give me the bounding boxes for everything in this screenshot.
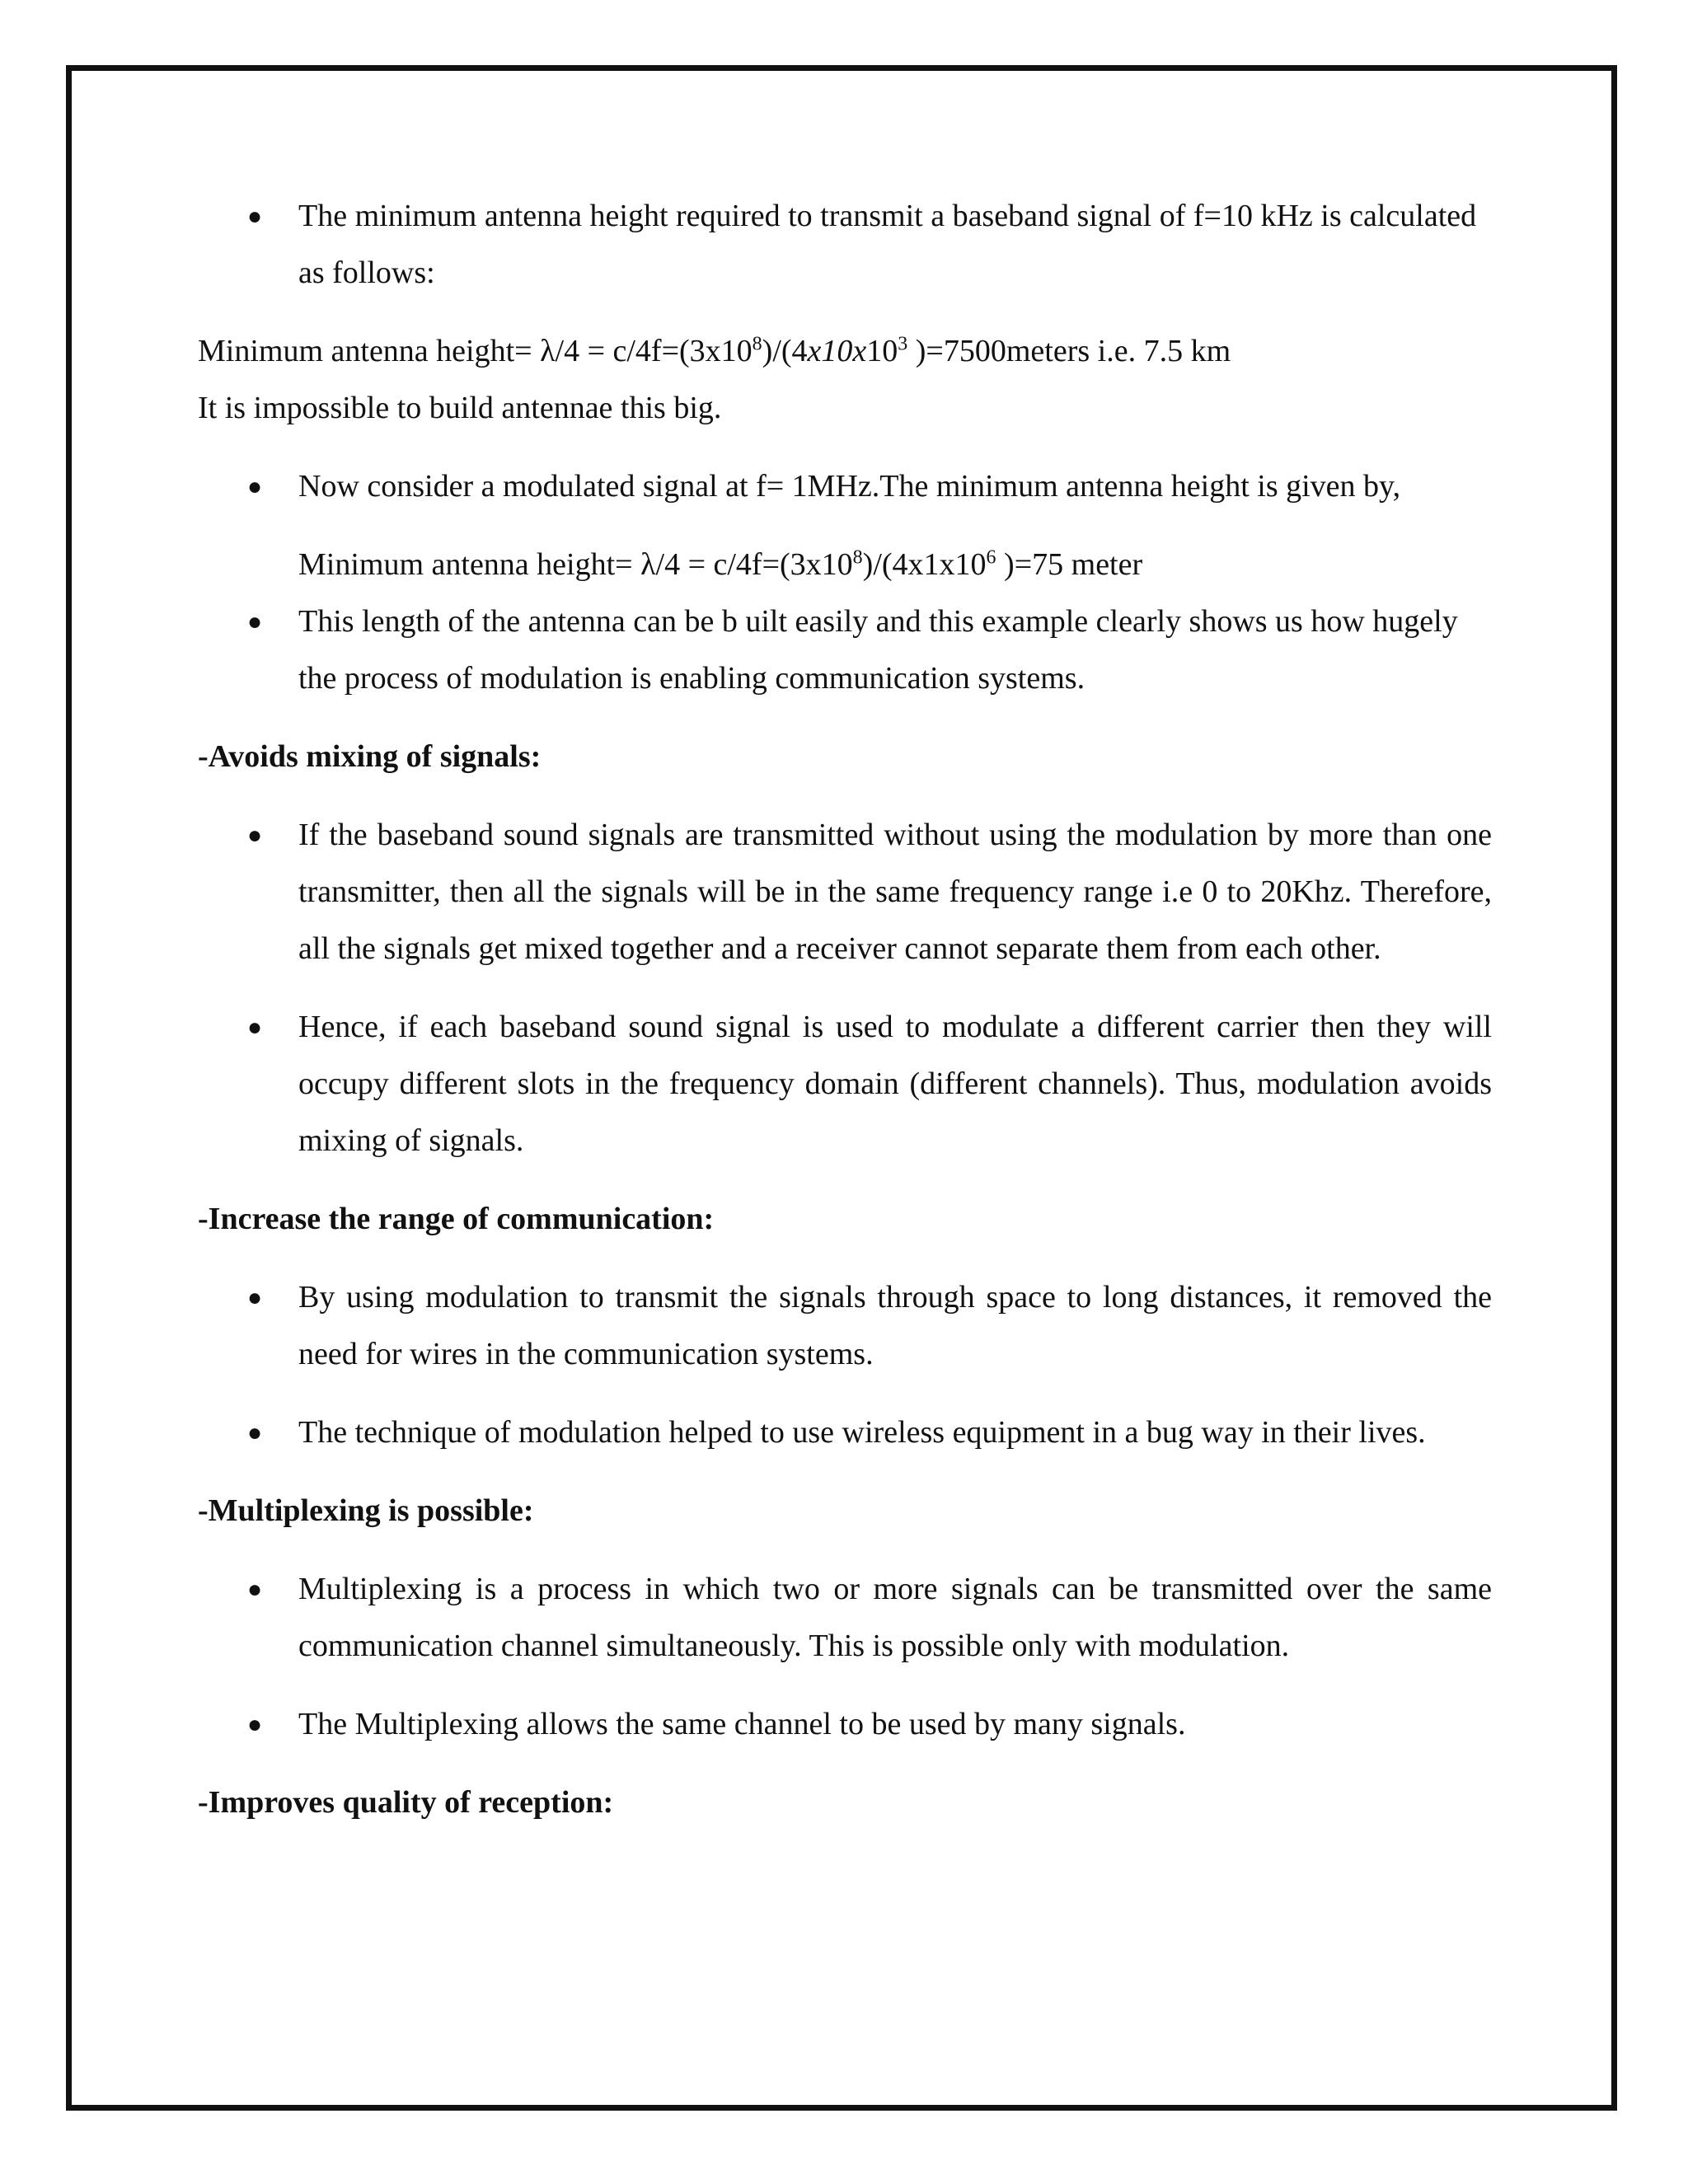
bullet-text: The Multiplexing allows the same channel to be used by many signals. xyxy=(298,1707,1186,1741)
bullet-item xyxy=(198,999,1492,1169)
section-heading: -Multiplexing is possible: xyxy=(198,1493,534,1528)
bullet-item xyxy=(198,1696,1492,1753)
bullet-item xyxy=(198,1561,1492,1675)
section-heading: -Increase the range of communication: xyxy=(198,1202,715,1236)
bullet-dot: ● xyxy=(247,822,263,849)
paragraph: It is impossible to build antennae this big. xyxy=(198,391,722,425)
bullet-text: By using modulation to transmit the signals through space to long distances, it removed the need for wires in the communication systems. xyxy=(298,1280,1492,1371)
bullet-dot: ● xyxy=(247,1711,263,1738)
bullet-item xyxy=(198,188,1492,302)
bullet-item xyxy=(198,1269,1492,1383)
bullet-item xyxy=(198,807,1492,977)
section-heading: -Avoids mixing of signals: xyxy=(198,739,542,774)
bullet-dot: ● xyxy=(247,473,263,500)
document-body xyxy=(198,188,1492,1831)
bullet-text: This length of the antenna can be b uilt easily and this example clearly shows us how hugely the process of modulation is enabling communication systems. xyxy=(298,604,1458,696)
bullet-dot: ● xyxy=(247,1284,263,1311)
bullet-text: The technique of modulation helped to use wireless equipment in a bug way in their lives. xyxy=(298,1415,1426,1450)
bullet-item xyxy=(198,1404,1492,1461)
bullet-dot: ● xyxy=(247,1419,263,1446)
bullet-text: Now consider a modulated signal at f= 1MHz.The minimum antenna height is given by, xyxy=(298,469,1401,504)
bullet-dot: ● xyxy=(247,203,263,230)
bullet-dot: ● xyxy=(247,1014,263,1041)
equation-line: Minimum antenna height= $\lambda/4 = c/4f=(3x10^8)/(4x1x10^6$ )=75 meter xyxy=(298,546,1143,582)
bullet-text: Multiplexing is a process in which two or more signals can be transmitted over the same communication channel simultaneously. This is possible only with modulation. xyxy=(298,1572,1492,1663)
bullet-dot: ● xyxy=(247,608,263,635)
equation-line: Minimum antenna height= $\lambda/4 = c/4f=(3x10^8)/(4x10x10^3$ )=7500meters i.e. 7.5 km xyxy=(198,333,1231,368)
bullet-text: If the baseband sound signals are transmitted without using the modulation by more than one transmitter, then all the signals will be in the same frequency range i.e 0 to 20Khz. Therefore, all the signals get mixed together and a receiver cannot separate them from each other. xyxy=(298,818,1492,966)
bullet-dot: ● xyxy=(247,1576,263,1603)
bullet-item xyxy=(198,593,1492,707)
section-heading: -Improves quality of reception: xyxy=(198,1785,614,1820)
bullet-text: Hence, if each baseband sound signal is used to modulate a different carrier then they will occupy different slots in the frequency domain (different channels). Thus, modulation avoids mixing of signals. xyxy=(298,1010,1492,1158)
bullet-text: The minimum antenna height required to transmit a baseband signal of f=10 kHz is calculated as follows: xyxy=(298,199,1477,290)
bullet-item xyxy=(198,458,1492,515)
